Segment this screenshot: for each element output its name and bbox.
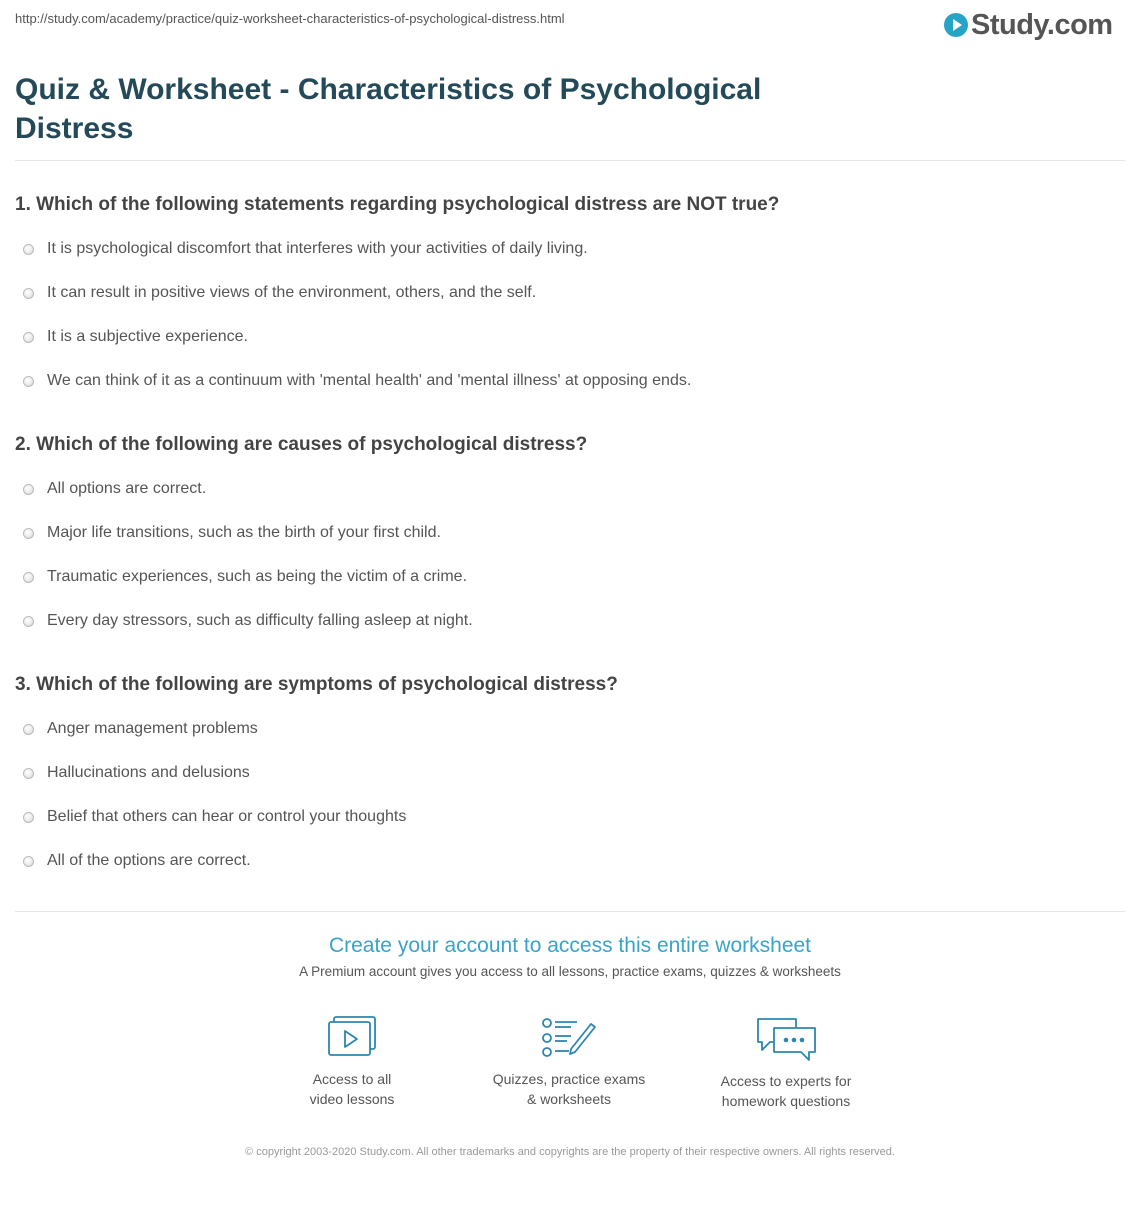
answer-option[interactable]: Traumatic experiences, such as being the victim of a crime. — [23, 566, 467, 588]
premium-description: A Premium account gives you access to all lessons, practice exams, quizzes & worksheets — [299, 964, 841, 979]
radio-button[interactable] — [23, 376, 34, 387]
radio-button[interactable] — [23, 484, 34, 495]
question-3: 3. Which of the following are symptoms of psychological distress? — [15, 674, 618, 695]
question-2: 2. Which of the following are causes of psychological distress? — [15, 434, 588, 455]
answer-option[interactable]: Hallucinations and delusions — [23, 762, 250, 784]
section-divider — [15, 911, 1125, 912]
page-url: http://study.com/academy/practice/quiz-worksheet-characteristics-of-psychological-distress.html — [15, 11, 565, 26]
logo-suffix: .com — [1046, 8, 1113, 41]
chat-bubbles-icon — [754, 1016, 818, 1062]
radio-button[interactable] — [23, 768, 34, 779]
logo-name: Study — [971, 8, 1047, 41]
answer-option[interactable]: All of the options are correct. — [23, 850, 251, 872]
radio-button[interactable] — [23, 244, 34, 255]
radio-button[interactable] — [23, 812, 34, 823]
answer-option[interactable]: We can think of it as a continuum with 'mental health' and 'mental illness' at opposing ends. — [23, 370, 691, 392]
study-logo[interactable] — [944, 8, 1113, 42]
answer-option[interactable]: All options are correct. — [23, 478, 206, 500]
feature-label-line: video lessons — [309, 1091, 395, 1107]
answer-option[interactable]: Every day stressors, such as difficulty falling asleep at night. — [23, 610, 473, 632]
radio-button[interactable] — [23, 616, 34, 627]
answer-option[interactable]: Belief that others can hear or control your thoughts — [23, 806, 406, 828]
radio-button[interactable] — [23, 572, 34, 583]
answer-option[interactable]: Anger management problems — [23, 718, 258, 740]
radio-button[interactable] — [23, 288, 34, 299]
quiz-list-icon — [541, 1016, 597, 1060]
feature-label-line: & worksheets — [526, 1091, 612, 1107]
feature-label-line: homework questions — [721, 1093, 851, 1109]
radio-button[interactable] — [23, 528, 34, 539]
answer-option[interactable]: It is psychological discomfort that interferes with your activities of daily living. — [23, 238, 588, 260]
answer-option[interactable]: It is a subjective experience. — [23, 326, 248, 348]
answer-option[interactable]: It can result in positive views of the environment, others, and the self. — [23, 282, 536, 304]
feature-quizzes — [469, 1016, 669, 1109]
feature-experts — [686, 1016, 886, 1111]
title-divider — [15, 160, 1125, 161]
feature-label-line: Quizzes, practice exams — [492, 1071, 646, 1087]
answer-option[interactable]: Major life transitions, such as the birth of your first child. — [23, 522, 441, 544]
video-lessons-icon — [326, 1016, 378, 1060]
question-1: 1. Which of the following statements regarding psychological distress are NOT true? — [15, 194, 780, 215]
create-account-link[interactable]: Create your account to access this entire worksheet — [328, 934, 812, 957]
feature-label-line: Access to all — [312, 1071, 392, 1087]
copyright-notice: © copyright 2003-2020 Study.com. All other trademarks and copyrights are the property of their respective owners. All rights reserved. — [245, 1146, 895, 1158]
radio-button[interactable] — [23, 332, 34, 343]
feature-label-line: Access to experts for — [720, 1073, 852, 1089]
page-title: Quiz & Worksheet - Characteristics of Psychological Distress — [15, 73, 762, 145]
feature-video-lessons — [252, 1016, 452, 1109]
radio-button[interactable] — [23, 724, 34, 735]
play-icon — [944, 13, 968, 37]
radio-button[interactable] — [23, 856, 34, 867]
